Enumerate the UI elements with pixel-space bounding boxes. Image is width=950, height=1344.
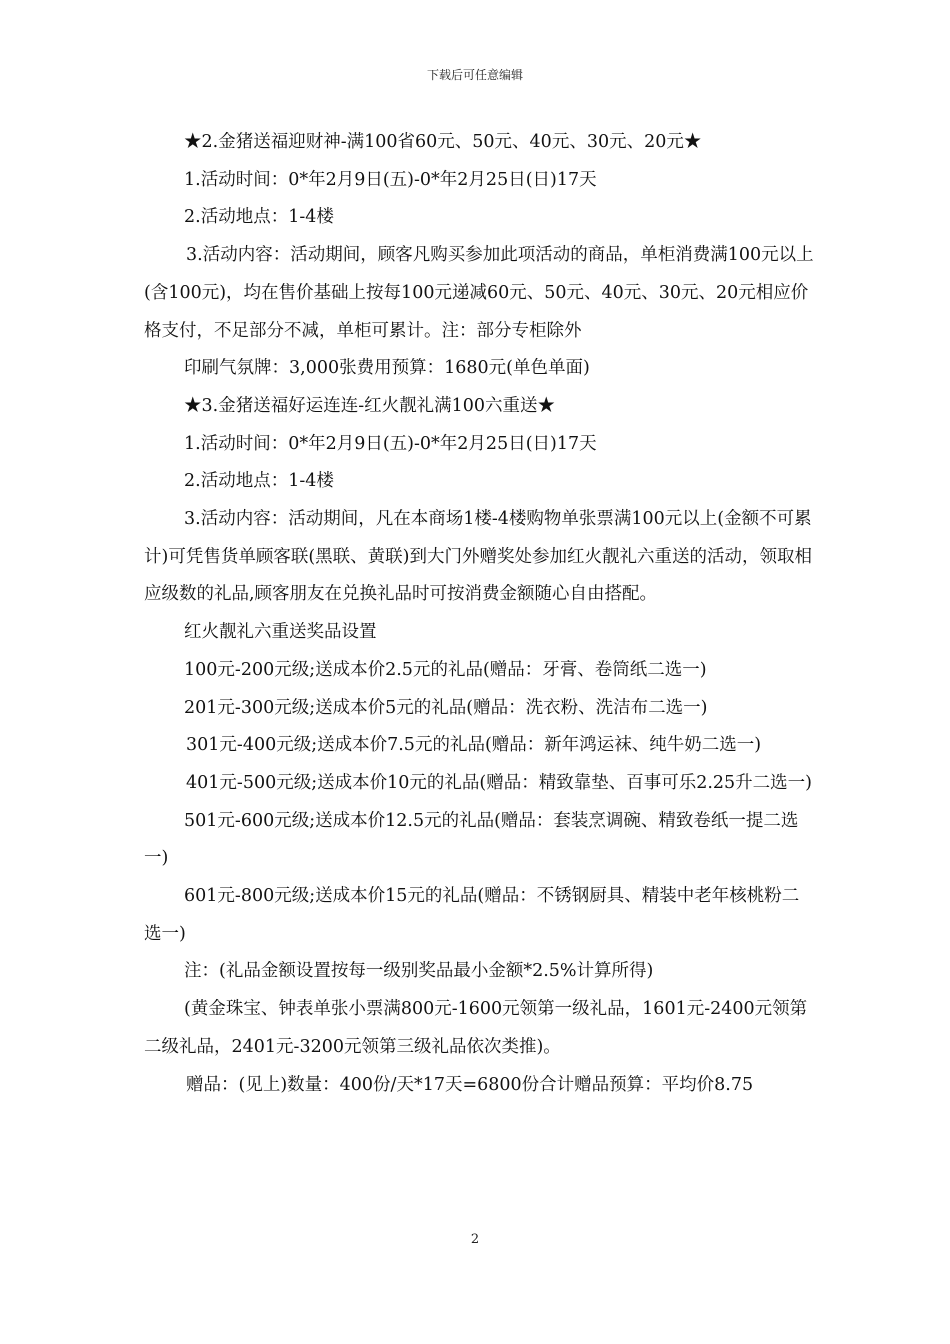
- paragraph: 201元-300元级;送成本价5元的礼品(赠品：洗衣粉、洗洁布二选一): [184, 697, 708, 718]
- paragraph: 1.活动时间：0*年2月9日(五)-0*年2月25日(日)17天: [184, 433, 597, 454]
- paragraph: 1.活动时间：0*年2月9日(五)-0*年2月25日(日)17天: [184, 169, 597, 190]
- paragraph: 2.活动地点：1-4楼: [184, 471, 334, 492]
- page-header: 下载后可任意编辑: [426, 68, 523, 82]
- paragraph: 501元-600元级;送成本价12.5元的礼品(赠品：套装烹调碗、精致卷纸一提二选一): [144, 810, 799, 869]
- paragraph: 401元-500元级;送成本价10元的礼品(赠品：精致靠垫、百事可乐2.25升二选一): [186, 772, 812, 793]
- paragraph: 301元-400元级;送成本价7.5元的礼品(赠品：新年鸿运袜、纯牛奶二选一): [186, 735, 762, 756]
- document-body: [144, 124, 816, 1104]
- paragraph: 100元-200元级;送成本价2.5元的礼品(赠品：牙膏、卷筒纸二选一): [184, 659, 707, 680]
- paragraph: (黄金珠宝、钟表单张小票满800元-1600元领第一级礼品，1601元-2400元领第二级礼品，2401元-3200元领第三级礼品依次类推)。: [144, 999, 808, 1057]
- page-number: 2: [470, 1232, 480, 1247]
- paragraph: 3.活动内容：活动期间，凡在本商场1楼-4楼购物单张票满100元以上(金额不可累计)可凭售货单顾客联(黑联、黄联)到大门外赠奖处参加红火靓礼六重送的活动，领取相应级数的礼品,顾客朋友在兑换礼品时可按消费金额随心自由搭配。: [144, 509, 812, 605]
- paragraph: 注：(礼品金额设置按每一级别奖品最小金额*2.5%计算所得): [184, 961, 654, 982]
- paragraph: ★3.金猪送福好运连连-红火靓礼满100六重送★: [184, 395, 556, 416]
- paragraph: 2.活动地点：1-4楼: [184, 207, 334, 228]
- paragraph: 印刷气氛牌：3,000张费用预算：1680元(单色单面): [184, 358, 590, 379]
- paragraph: 3.活动内容：活动期间，顾客凡购买参加此项活动的商品，单柜消费满100元以上(含100元)，均在售价基础上按每100元递减60元、50元、40元、30元、20元相应价格支付，不足部分不减，单柜可累计。注：部分专柜除外: [144, 245, 814, 341]
- paragraph: 红火靓礼六重送奖品设置: [184, 622, 377, 643]
- paragraph: 601元-800元级;送成本价15元的礼品(赠品：不锈钢厨具、精装中老年核桃粉二选一): [144, 886, 800, 944]
- paragraph: 赠品：(见上)数量：400份/天*17天=6800份合计赠品预算：平均价8.75: [186, 1074, 754, 1095]
- paragraph: ★2.金猪送福迎财神-满100省60元、50元、40元、30元、20元★: [184, 132, 702, 152]
